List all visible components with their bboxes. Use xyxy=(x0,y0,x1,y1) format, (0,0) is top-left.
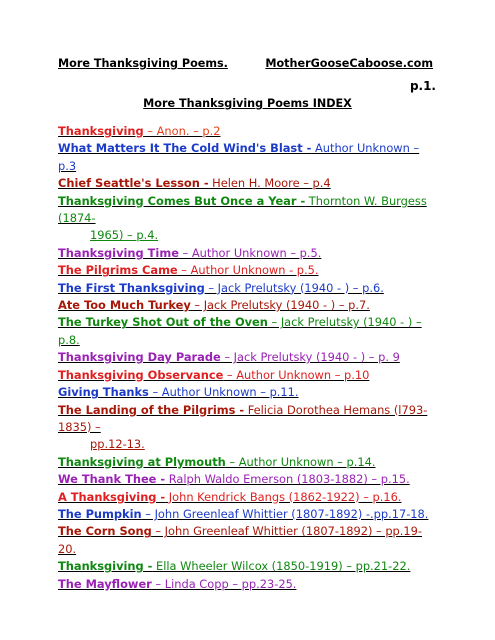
index-entry[interactable] xyxy=(58,297,440,314)
entry-title[interactable]: Thanksgiving xyxy=(58,124,144,138)
index-entry[interactable] xyxy=(58,384,440,401)
index-entry[interactable] xyxy=(58,280,440,297)
entry-title[interactable]: Thanksgiving Comes But Once a Year - xyxy=(58,193,306,208)
entry-title[interactable]: The Mayflower xyxy=(58,576,152,591)
entry-title[interactable]: Thanksgiving Observance xyxy=(58,367,224,382)
entry-title[interactable]: The First Thanksgiving xyxy=(58,280,205,295)
entry-title[interactable]: The Pilgrims Came xyxy=(58,263,178,278)
index-entry[interactable] xyxy=(58,489,440,506)
entry-title[interactable]: Thanksgiving Time xyxy=(58,245,179,260)
entry-author-page: – John Greenleaf Whittier (1807-1892) -.pp.17-18. xyxy=(141,506,429,521)
entry-title[interactable]: The Landing of the Pilgrims - xyxy=(58,402,245,417)
index-entry[interactable] xyxy=(58,175,440,192)
index-entry[interactable] xyxy=(58,576,440,593)
index-entry[interactable] xyxy=(58,349,440,366)
index-entry[interactable] xyxy=(58,123,440,140)
index-title: More Thanksgiving Poems INDEX xyxy=(143,97,352,110)
index-entry[interactable] xyxy=(58,314,440,349)
entry-author-page: – Anon. – p.2 xyxy=(143,124,221,138)
entry-continuation: pp.12-13. xyxy=(90,437,145,452)
index-entry[interactable] xyxy=(58,262,440,279)
index-entry[interactable] xyxy=(58,471,440,488)
entry-author-page: – Linda Copp – pp.23-25. xyxy=(151,576,297,591)
entry-author-page: Author Unknown – p.3 xyxy=(58,141,420,173)
index-entry[interactable] xyxy=(58,140,440,175)
entry-author-page: – Author Unknown – p.10 xyxy=(223,367,370,382)
entry-title[interactable]: Thanksgiving Day Parade xyxy=(58,350,221,365)
index-entry[interactable] xyxy=(58,367,440,384)
index-entry[interactable] xyxy=(58,523,440,558)
entry-continuation: 1965) – p.4. xyxy=(90,228,159,243)
entry-author-page: Helen H. Moore – p.4 xyxy=(208,176,331,191)
index-entry[interactable] xyxy=(58,193,440,228)
entry-title[interactable]: The Corn Song xyxy=(58,524,152,539)
entry-author-page: Felicia Dorothea Hemans (l793-1835) – xyxy=(58,402,428,434)
entry-author-page: – Jack Prelutsky (1940 - ) – p. 9 xyxy=(220,350,400,365)
entry-author-page: – Jack Prelutsky (1940 - ) – p.8. xyxy=(58,315,422,347)
page-number: p.1. xyxy=(409,79,436,93)
entry-author-page: – Jack Prelutsky (1940 - ) – p.7. xyxy=(190,298,370,313)
entry-author-page: – Author Unknown – p.5. xyxy=(178,245,322,260)
index-entry[interactable] xyxy=(58,402,440,437)
header-site: MotherGooseCaboose.com xyxy=(265,57,433,70)
entry-title[interactable]: We Thank Thee - xyxy=(58,472,166,487)
index-entry[interactable] xyxy=(58,558,440,575)
entry-title[interactable]: What Matters It The Cold Wind's Blast - xyxy=(58,141,312,156)
header-title: More Thanksgiving Poems. xyxy=(58,57,228,70)
entry-title[interactable]: Thanksgiving - xyxy=(58,559,153,574)
entry-author-page: John Kendrick Bangs (1862-1922) – p.16. xyxy=(165,489,402,504)
entry-title[interactable]: The Turkey Shot Out of the Oven xyxy=(58,315,268,330)
entry-title[interactable]: A Thanksgiving - xyxy=(58,489,166,504)
entry-author-page: – Author Unknown - p.5. xyxy=(177,263,319,278)
entry-title[interactable]: Ate Too Much Turkey xyxy=(58,298,191,313)
entry-author-page: – Author Unknown – p.11. xyxy=(148,385,299,400)
entry-title[interactable]: Thanksgiving at Plymouth xyxy=(58,454,226,469)
entry-author-page: Thornton W. Burgess (1874- xyxy=(58,193,427,226)
entry-author-page: Ralph Waldo Emerson (1803-1882) – p.15. xyxy=(165,472,410,487)
entry-title[interactable]: Giving Thanks xyxy=(58,385,149,400)
entry-author-page: Ella Wheeler Wilcox (1850-1919) – pp.21-22. xyxy=(152,559,411,574)
index-entry[interactable] xyxy=(58,506,440,523)
entry-author-page: – Jack Prelutsky (1940 - ) – p.6. xyxy=(204,280,384,295)
entry-author-page: – Author Unknown – p.14. xyxy=(225,454,376,469)
entry-title[interactable]: The Pumpkin xyxy=(58,506,142,521)
index-entry[interactable] xyxy=(58,454,440,471)
entry-author-page: – John Greenleaf Whittier (1807-1892) – pp.19-20. xyxy=(58,524,423,556)
index-list xyxy=(58,123,440,593)
index-entry[interactable] xyxy=(58,245,440,262)
entry-title[interactable]: Chief Seattle's Lesson - xyxy=(58,176,209,191)
